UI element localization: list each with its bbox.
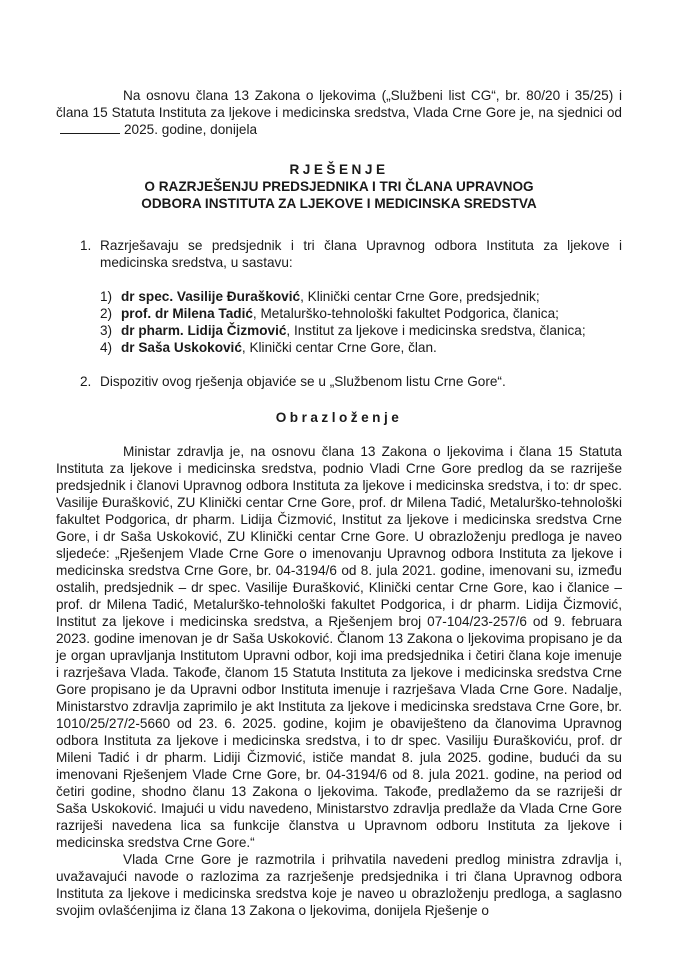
title-line-2: ODBORA INSTITUTA ZA LJEKOVE I MEDICINSKA SREDSTVA — [141, 196, 537, 211]
member-number: 2) — [100, 306, 113, 321]
member-name: dr spec. Vasilije Đurašković — [121, 289, 301, 304]
reasoning-paragraph-2: Vlada Crne Gore je razmotrila i prihvatila navedeni predlog ministra zdravlja i, uvažavajući navode o razlozima za razrješenje predsjednika i tri člana Upravnog odbora Instituta za ljekove i medicinska sredstva koje je naveo u obrazloženju predloga, a saglasno svojim ovlašćenjima iz člana 13 Zakona o ljekovima, donijela Rješenje o — [56, 852, 622, 918]
document-page — [56, 87, 622, 919]
item-number: 2. — [80, 374, 92, 389]
preamble-text: Na osnovu člana 13 Zakona o ljekovima („Službeni list CG“, br. 80/20 i 35/25) i člana 15 Statuta Instituta za ljekove i medicinska sredstva, Vlada Crne Gore je, na sjednici od — [56, 88, 622, 120]
dispositive-list — [56, 237, 622, 390]
member-list — [100, 288, 622, 356]
session-date-blank — [60, 122, 120, 134]
title-main: RJEŠENJE — [289, 162, 389, 177]
member-item — [100, 288, 622, 305]
member-name: dr pharm. Lidija Čizmović — [121, 323, 287, 338]
member-details: , Klinički centar Crne Gore, predsjednik; — [300, 289, 540, 304]
dispositive-item-1 — [56, 237, 622, 356]
member-details: , Klinički centar Crne Gore, član. — [241, 340, 437, 355]
document-title — [56, 161, 622, 212]
reasoning-paragraph-1: Ministar zdravlja je, na osnovu člana 13 Zakona o ljekovima i člana 15 Statuta Instituta za ljekove i medicinska sredstva, podnio Vladi Crne Gore predlog da se razriješe predsjednik i članovi Upravnog odbora Instituta za ljekove i medicinska sredstva, i to: dr spec. Vasilije Đurašković, ZU Klinički centar Crne Gore, prof. dr Milena Tadić, Metalurško-tehnološki fakultet Podgorica, dr pharm. Lidija Čizmović, Institut za ljekove i medicinska sredstva Crne Gore, i dr Saša Uskoković, ZU Klinički centar Crne Gore. U obrazloženju predloga je naveo sljedeće: „Rješenjem Vlade Crne Gore o imenovanju Upravnog odbora Instituta za ljekove i medicinska sredstva Crne Gore, br. 04-3194/6 od 8. jula 2021. godine, imenovani su, između ostalih, predsjednik – dr spec. Vasilije Đurašković, Klinički centar Crne Gore, kao i članice – prof. dr Milena Tadić, Metalurško-tehnološki fakultet Podgorica, i dr pharm. Lidija Čizmović, Institut za ljekove i medicinska sredstva, a Rješenjem broj 07-104/23-257/6 od 9. februara 2023. godine imenovan je dr Saša Uskoković. Članom 13 Zakona o ljekovima propisano je da je organ upravljanja Institutom Upravni odbor, koji ima predsjednika i četiri člana koje imenuje i razrješava Vlada. Takođe, članom 15 Statuta Instituta za ljekove i medicinska sredstva Crne Gore propisano je da Upravni odbor Instituta imenuje i razrješava Vlada Crne Gore. Nadalje, Ministarstvo zdravlja zaprimilo je akt Instituta za ljekove i medicinska sredstava Crne Gore, br. 1010/25/27/2-5660 od 23. 6. 2025. godine, kojim je obaviješteno da članovima Upravnog odbora Instituta za ljekove i medicinska sredstva, i to dr spec. Vasiliju Đuraškoviću, prof. dr Mileni Tadić i dr pharm. Lidiji Čizmović, ističe mandat 8. jula 2025. godine, budući da su imenovani Rješenjem Vlade Crne Gore, br. 04-3194/6 od 8. jula 2021. godine, na period od četiri godine, shodno članu 13 Zakona o ljekovima. Takođe, predlažemo da se razriješi dr Saša Uskoković. Imajući u vidu navedeno, Ministarstvo zdravlja predlaže da Vlada Crne Gore razriješi navedena lica sa funkcije članstva u Upravnom odboru Instituta za ljekove i medicinska sredstva Crne Gore.“ — [56, 444, 622, 850]
item-number: 1. — [80, 238, 92, 253]
member-item — [100, 339, 622, 356]
member-name: prof. dr Milena Tadić — [121, 306, 253, 321]
dispositive-item-2 — [56, 373, 622, 390]
item-text: Dispozitiv ovog rješenja objaviće se u „Službenom listu Crne Gore“. — [100, 374, 506, 389]
member-number: 1) — [100, 289, 113, 304]
item-text: Razrješavaju se predsjednik i tri člana Upravnog odbora Instituta za ljekove i medicinska sredstva, u sastavu: — [100, 238, 622, 270]
member-item — [100, 305, 622, 322]
preamble-text-end: 2025. godine, donijela — [124, 122, 258, 137]
member-item — [100, 322, 622, 339]
title-line-1: O RAZRJEŠENJU PREDSJEDNIKA I TRI ČLANA UPRAVNOG — [144, 179, 534, 194]
member-name: dr Saša Uskoković — [121, 340, 242, 355]
member-number: 4) — [100, 340, 113, 355]
member-number: 3) — [100, 323, 113, 338]
reasoning-title: Obrazloženje — [275, 410, 403, 425]
preamble-paragraph — [56, 87, 622, 138]
member-details: , Metalurško-tehnološki fakultet Podgorica, članica; — [252, 306, 559, 321]
member-details: , Institut za ljekove i medicinska sredstva, članica; — [286, 323, 586, 338]
